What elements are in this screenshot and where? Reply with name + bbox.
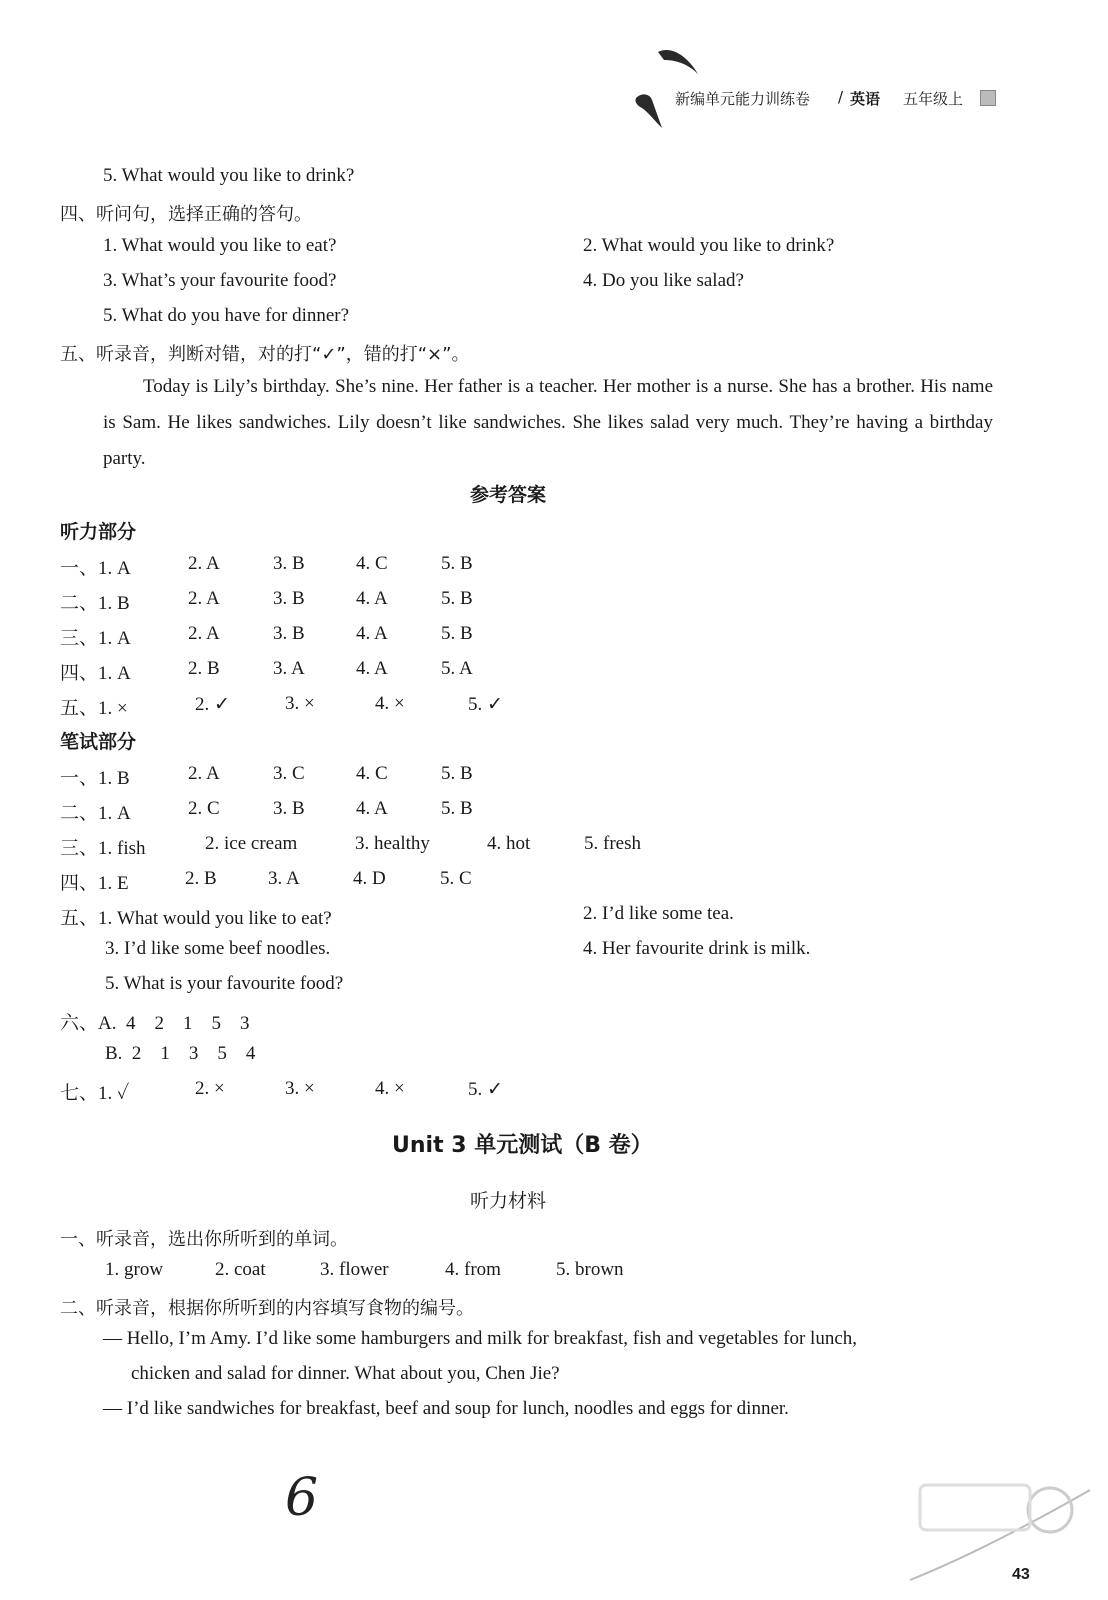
answer-cell: 三、1. fish — [60, 838, 146, 859]
header-separator: / — [838, 88, 844, 106]
answer-cell: 4. A — [356, 623, 388, 644]
answer-cell: 3. B — [273, 623, 305, 644]
writing-s5-item1: 五、1. What would you like to eat? — [60, 908, 332, 929]
answer-cell: 2. × — [195, 1078, 225, 1099]
unit3b-subtitle: 听力材料 — [470, 1190, 547, 1212]
answer-cell: 2. A — [188, 588, 220, 609]
edition-badge-icon — [980, 90, 996, 106]
listening-heading: 听力部分 — [60, 521, 137, 543]
answer-cell: 5. B — [441, 553, 473, 574]
writing-s6-a: 六、A. 4 2 1 5 3 — [60, 1013, 250, 1034]
script-section5-passage: Today is Lily’s birthday. She’s nine. Her father is a teacher. Her mother is a nurse. She has a brother. His name is Sam. He likes sandwiches. Lily doesn’t like sandwiches. She likes salad very much. They’re having a birthday party. — [103, 376, 993, 469]
answer-cell: 4. A — [356, 798, 388, 819]
answer-cell: 5. B — [441, 623, 473, 644]
script-s4-item2: 2. What would you like to drink? — [583, 235, 835, 256]
word-item: 5. brown — [556, 1259, 624, 1280]
answer-cell: 5. C — [440, 868, 472, 889]
answer-cell: 七、1. ✓ — [60, 1083, 130, 1104]
answer-cell: 3. A — [273, 658, 305, 679]
word-item: 2. coat — [215, 1259, 266, 1280]
unit3b-title: Unit 3 单元测试（B 卷） — [392, 1133, 653, 1158]
answer-cell: 4. A — [356, 588, 388, 609]
word-item: 4. from — [445, 1259, 501, 1280]
answer-cell: 四、1. A — [60, 663, 131, 684]
unit3b-s2-line2: — I’d like sandwiches for breakfast, beef and soup for lunch, noodles and eggs for dinner. — [103, 1398, 789, 1419]
answer-cell: 4. C — [356, 763, 388, 784]
answer-cell: 3. B — [273, 798, 305, 819]
script-s4-item1: 1. What would you like to eat? — [103, 235, 337, 256]
writing-s5-item4: 4. Her favourite drink is milk. — [583, 938, 811, 959]
answer-cell: 3. × — [285, 693, 315, 714]
answer-cell: 4. hot — [487, 833, 531, 854]
answer-cell: 五、1. × — [60, 698, 128, 719]
answer-cell: 4. C — [356, 553, 388, 574]
answers-title: 参考答案 — [470, 484, 547, 506]
answer-cell: 二、1. A — [60, 803, 131, 824]
answer-cell: 5. A — [441, 658, 473, 679]
writing-s5-item3: 3. I’d like some beef noodles. — [105, 938, 331, 959]
answer-cell: 2. A — [188, 553, 220, 574]
writing-s5-item5: 5. What is your favourite food? — [105, 973, 344, 994]
unit3b-s2-heading: 二、听录音，根据你所听到的内容填写食物的编号。 — [60, 1298, 474, 1319]
unit3b-s2-line1: — Hello, I’m Amy. I’d like some hamburgers and milk for breakfast, fish and vegetables for lunch, — [103, 1328, 857, 1349]
watermark-logo-icon — [900, 1470, 1100, 1590]
writing-heading: 笔试部分 — [60, 731, 137, 753]
answer-cell: 5. ✓ — [468, 1079, 503, 1100]
answer-cell: 5. B — [441, 588, 473, 609]
answer-cell: 3. B — [273, 553, 305, 574]
script-q3-item5: 5. What would you like to drink? — [103, 165, 355, 186]
answer-cell: 3. C — [273, 763, 305, 784]
writing-s6-b: B. 2 1 3 5 4 — [105, 1043, 256, 1064]
answer-cell: 一、1. A — [60, 558, 131, 579]
answer-cell: 2. C — [188, 798, 220, 819]
answer-cell: 5. B — [441, 798, 473, 819]
answer-cell: 4. × — [375, 1078, 405, 1099]
answer-cell: 三、1. A — [60, 628, 131, 649]
script-section5-heading: 五、听录音，判断对错，对的打“✓”，错的打“×”。 — [60, 344, 470, 365]
answer-cell: 3. healthy — [355, 833, 430, 854]
script-section4-heading: 四、听问句，选择正确的答句。 — [60, 204, 312, 225]
answer-cell: 一、1. B — [60, 768, 130, 789]
writing-s5-item2: 2. I’d like some tea. — [583, 903, 734, 924]
unit3b-s1-heading: 一、听录音，选出你所听到的单词。 — [60, 1229, 348, 1250]
page-number: 43 — [1012, 1566, 1030, 1583]
word-item: 3. flower — [320, 1259, 389, 1280]
answer-cell: 5. fresh — [584, 833, 641, 854]
answer-cell: 2. A — [188, 763, 220, 784]
answer-cell: 4. A — [356, 658, 388, 679]
answer-cell: 二、1. B — [60, 593, 130, 614]
answer-cell: 3. A — [268, 868, 300, 889]
script-s4-item3: 3. What’s your favourite food? — [103, 270, 337, 291]
word-item: 1. grow — [105, 1259, 164, 1280]
answer-cell: 3. × — [285, 1078, 315, 1099]
answer-cell: 4. D — [353, 868, 386, 889]
answer-cell: 5. B — [441, 763, 473, 784]
answer-cell: 4. × — [375, 693, 405, 714]
answer-cell: 2. B — [185, 868, 217, 889]
answer-cell: 3. B — [273, 588, 305, 609]
answer-cell: 四、1. E — [60, 873, 129, 894]
answer-cell: 2. B — [188, 658, 220, 679]
answer-cell: 2. ✓ — [195, 694, 230, 715]
header-grade: 五年级上 — [903, 90, 964, 108]
unit3b-s2-line1b: chicken and salad for dinner. What about you, Chen Jie? — [131, 1363, 560, 1384]
header-subject: 英语 — [850, 90, 881, 108]
handwritten-mark: 6 — [285, 1468, 319, 1528]
script-s4-item5: 5. What do you have for dinner? — [103, 305, 350, 326]
answer-cell: 2. A — [188, 623, 220, 644]
header-series: 新编单元能力训练卷 — [675, 90, 811, 108]
script-s4-item4: 4. Do you like salad? — [583, 270, 744, 291]
answer-cell: 5. ✓ — [468, 694, 503, 715]
answer-cell: 2. ice cream — [205, 833, 298, 854]
